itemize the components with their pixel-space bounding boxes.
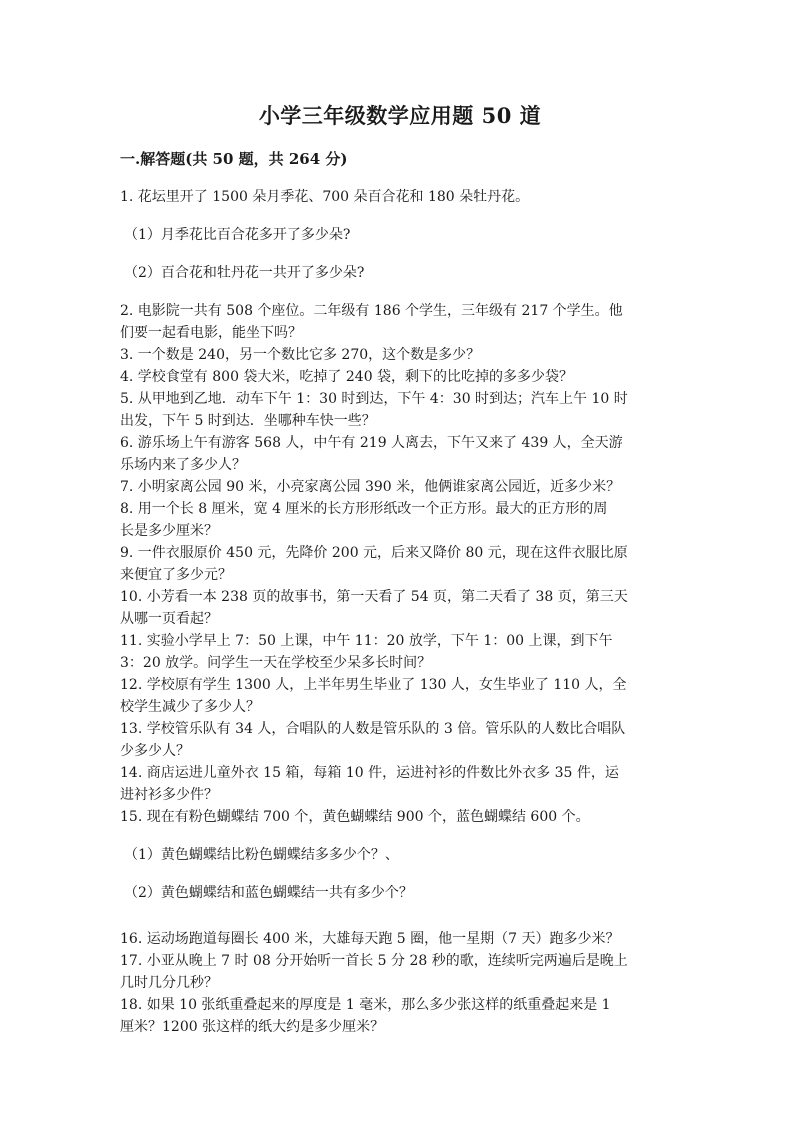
question-12-line-2: 校学生减少了多少人？: [120, 699, 260, 715]
question-18-line-1: 18. 如果 10 张纸重叠起来的厚度是 1 毫米，那么多少张这样的纸重叠起来是 1: [120, 997, 611, 1013]
question-15: 15. 现在有粉色蝴蝶结 700 个，黄色蝴蝶结 900 个，蓝色蝴蝶结 600 个。: [120, 809, 590, 825]
question-15-part-2: （2）黄色蝴蝶结和蓝色蝴蝶结一共有多少个？: [124, 885, 413, 901]
question-5-line-2: 出发，下午 5 时到达．坐哪种车快一些？: [120, 413, 376, 429]
section-heading: 一.解答题(共 50 题，共 264 分): [120, 150, 348, 168]
page-title: 小学三年级数学应用题 50 道: [258, 103, 542, 128]
question-15-part-1: （1）黄色蝴蝶结比粉色蝴蝶结多多少个？、: [124, 847, 399, 863]
question-13-line-1: 13. 学校管乐队有 34 人，合唱队的人数是管乐队的 3 倍。管乐队的人数比合唱队: [120, 721, 626, 737]
question-6-line-2: 乐场内来了多少人？: [120, 457, 246, 473]
question-1-part-2: （2）百合花和牡丹花一共开了多少朵?: [124, 265, 365, 281]
question-8-line-2: 长是多少厘米？: [120, 523, 218, 539]
question-9-line-2: 来便宜了多少元？: [120, 567, 232, 583]
question-6-line-1: 6. 游乐场上午有游客 568 人，中午有 219 人离去，下午又来了 439 人，全天游: [120, 435, 623, 451]
question-2-line-1: 2. 电影院一共有 508 个座位。二年级有 186 个学生，三年级有 217 个学生。他: [120, 303, 623, 319]
question-5-line-1: 5. 从甲地到乙地．动车下午 1：30 时到达，下午 4：30 时到达；汽车上午 10 时: [120, 391, 628, 407]
question-11-line-1: 11. 实验小学早上 7：50 上课，中午 11：20 放学，下午 1：00 上课，到下午: [120, 633, 613, 649]
question-17-line-1: 17. 小亚从晚上 7 时 08 分开始听一首长 5 分 28 秒的歌，连续听完两遍后是晚上: [120, 953, 628, 969]
question-9-line-1: 9. 一件衣服原价 450 元，先降价 200 元，后来又降价 80 元，现在这件衣服比原: [120, 545, 628, 561]
question-8-line-1: 8. 用一个长 8 厘米，宽 4 厘米的长方形形纸改一个正方形。最大的正方形的周: [120, 501, 608, 517]
question-11-line-2: 3：20 放学。问学生一天在学校至少呆多长时间？: [120, 655, 432, 671]
question-1: 1. 花坛里开了 1500 朵月季花、700 朵百合花和 180 朵牡丹花。: [120, 189, 530, 205]
question-10-line-1: 10. 小芳看一本 238 页的故事书，第一天看了 54 页，第二天看了 38 页，第三天: [120, 589, 628, 605]
question-12-line-1: 12. 学校原有学生 1300 人，上半年男生毕业了 130 人，女生毕业了 110 人，全: [120, 677, 627, 693]
question-4: 4. 学校食堂有 800 袋大米，吃掉了 240 袋，剩下的比吃掉的多多少袋？: [120, 369, 574, 385]
question-7: 7. 小明家离公园 90 米，小亮家离公园 390 米，他俩谁家离公园近，近多少米？: [120, 479, 621, 495]
questions-list: [120, 186, 680, 1038]
question-1-part-1: （1）月季花比百合花多开了多少朵?: [124, 227, 351, 243]
question-13-line-2: 少多少人？: [120, 743, 190, 759]
question-18-line-2: 厘米？1200 张这样的纸大约是多少厘米？: [120, 1019, 385, 1035]
question-16: 16. 运动场跑道每圈长 400 米，大雄每天跑 5 圈，他一星期（7 天）跑多少米？: [120, 931, 620, 947]
question-14-line-2: 进衬衫多少件？: [120, 787, 218, 803]
question-3: 3. 一个数是 240，另一个数比它多 270，这个数是多少？: [120, 347, 481, 363]
question-2-line-2: 们要一起看电影，能坐下吗？: [120, 325, 302, 341]
question-10-line-2: 从哪一页看起？: [120, 611, 218, 627]
question-14-line-1: 14. 商店运进儿童外衣 15 箱，每箱 10 件，运进衬衫的件数比外衣多 35 件，运: [120, 765, 619, 781]
question-17-line-2: 几时几分几秒？: [120, 975, 218, 991]
